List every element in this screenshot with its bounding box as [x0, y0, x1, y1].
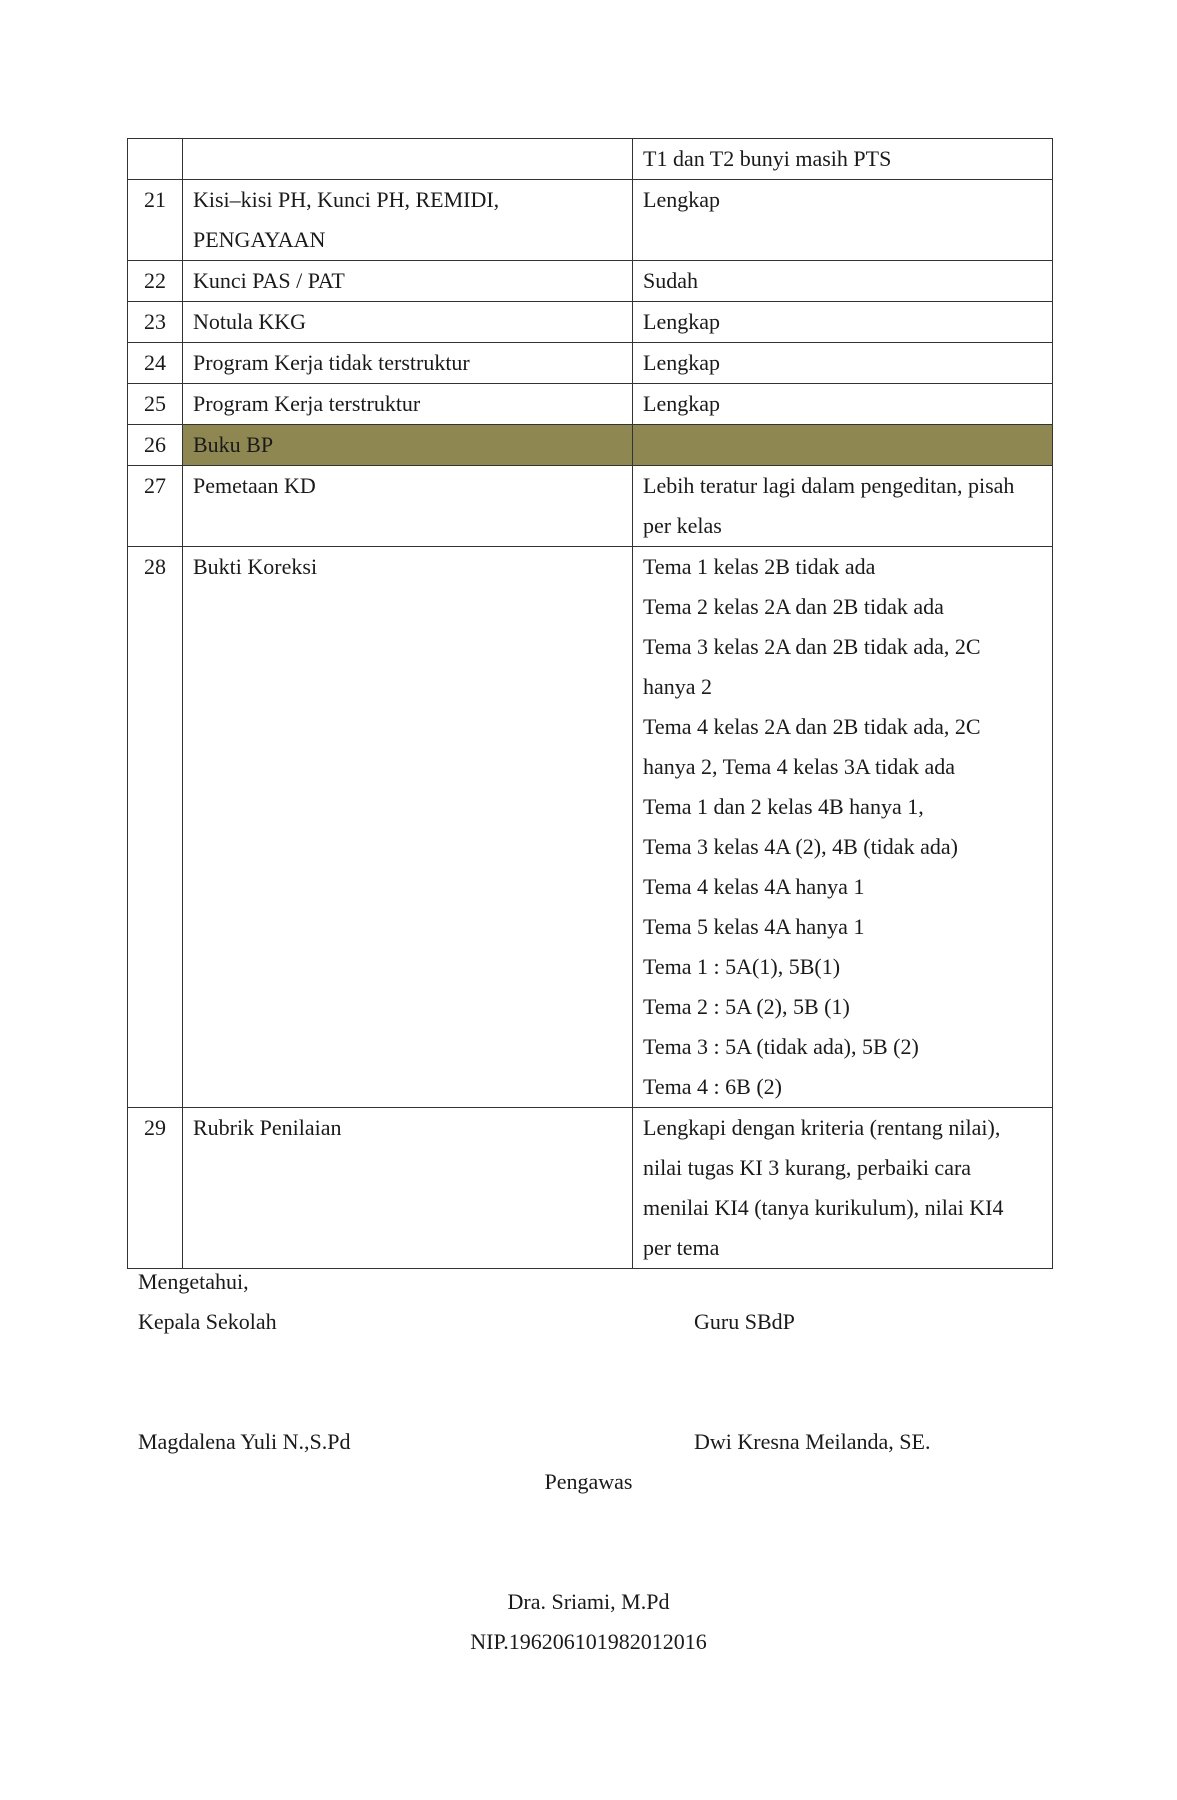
item-line: PENGAYAAN [193, 227, 326, 252]
note-line: Tema 2 kelas 2A dan 2B tidak ada [643, 594, 944, 619]
row-number: 28 [128, 547, 183, 1108]
headmaster-title: Kepala Sekolah [138, 1309, 277, 1334]
note-line: Tema 1 kelas 2B tidak ada [643, 554, 876, 579]
note-line: hanya 2, Tema 4 kelas 3A tidak ada [643, 754, 956, 779]
table-row [128, 384, 1053, 425]
teacher-title: Guru SBdP [694, 1309, 795, 1334]
note-line: Lengkap [643, 350, 720, 375]
note-line: Tema 5 kelas 4A hanya 1 [643, 914, 865, 939]
item-line: Rubrik Penilaian [193, 1115, 342, 1140]
note-line: per tema [643, 1235, 720, 1260]
table-row [128, 425, 1053, 466]
table-row [128, 466, 1053, 547]
table-row [128, 139, 1053, 180]
row-number: 26 [128, 425, 183, 466]
row-number: 25 [128, 384, 183, 425]
row-number: 23 [128, 302, 183, 343]
row-item [183, 425, 633, 466]
item-line: Bukti Koreksi [193, 554, 318, 579]
row-item [183, 180, 633, 261]
note-line: Tema 3 kelas 2A dan 2B tidak ada, 2C [643, 634, 981, 659]
table-row [128, 343, 1053, 384]
table-row [128, 302, 1053, 343]
row-item [183, 547, 633, 1108]
row-number: 22 [128, 261, 183, 302]
row-notes [633, 425, 1053, 466]
row-notes [633, 261, 1053, 302]
table-body [128, 139, 1053, 1269]
note-line: Tema 3 kelas 4A (2), 4B (tidak ada) [643, 834, 958, 859]
acknowledged-label: Mengetahui, [138, 1269, 249, 1294]
row-notes [633, 547, 1053, 1108]
row-item [183, 384, 633, 425]
row-number: 29 [128, 1108, 183, 1269]
table-row [128, 180, 1053, 261]
row-number: 27 [128, 466, 183, 547]
row-item [183, 261, 633, 302]
note-line: Tema 4 kelas 2A dan 2B tidak ada, 2C [643, 714, 981, 739]
row-item [183, 139, 633, 180]
note-line: nilai tugas KI 3 kurang, perbaiki cara [643, 1155, 972, 1180]
note-line: Lengkap [643, 391, 720, 416]
note-line: Tema 3 : 5A (tidak ada), 5B (2) [643, 1034, 919, 1059]
row-notes [633, 384, 1053, 425]
row-notes [633, 180, 1053, 261]
note-line: Sudah [643, 268, 698, 293]
supervision-table [127, 138, 1053, 1269]
item-line: Kunci PAS / PAT [193, 268, 345, 293]
item-line: Program Kerja tidak terstruktur [193, 350, 470, 375]
row-item [183, 302, 633, 343]
note-line: Lebih teratur lagi dalam pengeditan, pisah [643, 473, 1015, 498]
note-line: Lengkapi dengan kriteria (rentang nilai), [643, 1115, 1001, 1140]
note-line: Lengkap [643, 187, 720, 212]
note-line: per kelas [643, 513, 722, 538]
row-item [183, 1108, 633, 1269]
row-number [128, 139, 183, 180]
table-row [128, 547, 1053, 1108]
supervisor-nip: NIP.196206101982012016 [470, 1629, 707, 1654]
item-line: Kisi–kisi PH, Kunci PH, REMIDI, [193, 187, 500, 212]
row-item [183, 466, 633, 547]
supervisor-title: Pengawas [544, 1469, 633, 1494]
row-notes [633, 1108, 1053, 1269]
table-row [128, 261, 1053, 302]
note-line: hanya 2 [643, 674, 713, 699]
row-number: 21 [128, 180, 183, 261]
headmaster-name: Magdalena Yuli N.,S.Pd [138, 1429, 351, 1454]
row-notes [633, 466, 1053, 547]
note-line: Tema 1 dan 2 kelas 4B hanya 1, [643, 794, 924, 819]
note-line: Lengkap [643, 309, 720, 334]
item-line: Pemetaan KD [193, 473, 316, 498]
row-number: 24 [128, 343, 183, 384]
item-line: Notula KKG [193, 309, 307, 334]
teacher-name: Dwi Kresna Meilanda, SE. [694, 1429, 931, 1454]
item-line: Program Kerja terstruktur [193, 391, 421, 416]
note-line: menilai KI4 (tanya kurikulum), nilai KI4 [643, 1195, 1004, 1220]
note-line: T1 dan T2 bunyi masih PTS [643, 146, 892, 171]
note-line: Tema 4 : 6B (2) [643, 1074, 782, 1099]
row-item [183, 343, 633, 384]
row-notes [633, 139, 1053, 180]
row-notes [633, 343, 1053, 384]
note-line: Tema 1 : 5A(1), 5B(1) [643, 954, 841, 979]
item-line: Buku BP [193, 432, 274, 457]
row-notes [633, 302, 1053, 343]
note-line: Tema 2 : 5A (2), 5B (1) [643, 994, 850, 1019]
note-line: Tema 4 kelas 4A hanya 1 [643, 874, 865, 899]
supervisor-name: Dra. Sriami, M.Pd [507, 1589, 670, 1614]
table-row [128, 1108, 1053, 1269]
